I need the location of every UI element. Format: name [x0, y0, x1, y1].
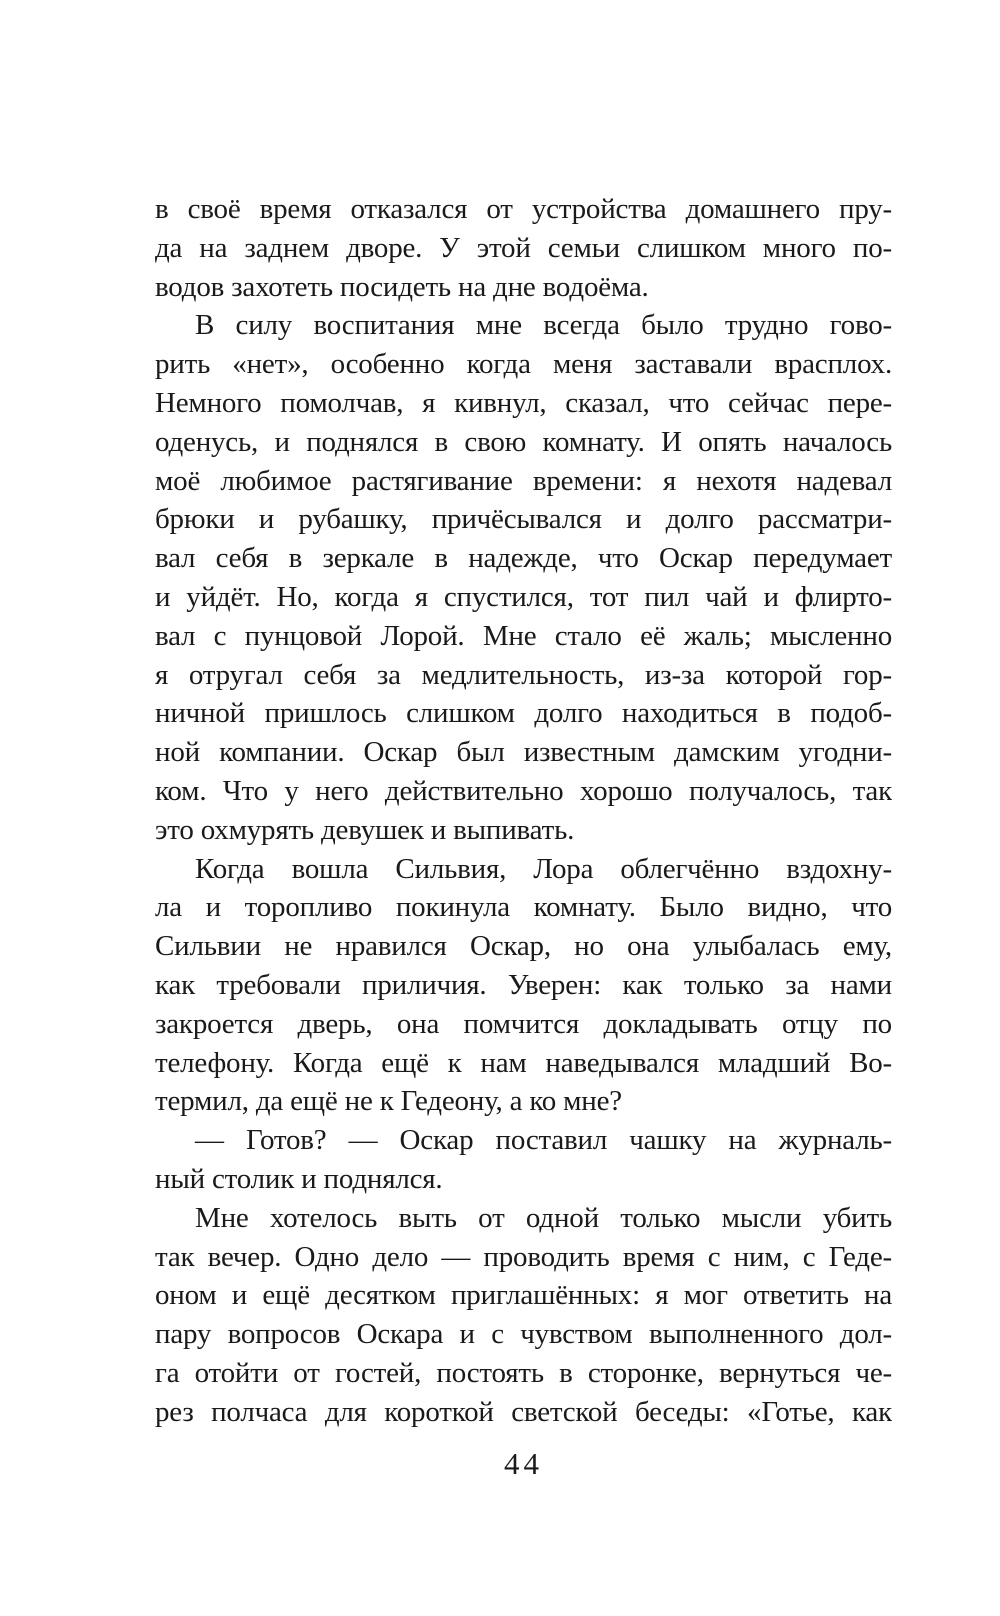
text-line: ком. Что у него действительно хорошо получалось, так	[155, 774, 892, 807]
page-text	[155, 190, 892, 1432]
text-line: В силу воспитания мне всегда было трудно гово-	[195, 309, 892, 342]
text-line: водов захотеть посидеть на дне водоёма.	[155, 270, 649, 303]
text-line: телефону. Когда ещё к нам наведывался младший Во-	[155, 1046, 892, 1079]
text-line: Сильвии не нравился Оскар, но она улыбалась ему,	[155, 930, 892, 963]
text-line: я отругал себя за медлительность, из-за которой гор-	[155, 658, 892, 691]
text-line: ничной пришлось слишком долго находиться в подоб-	[155, 697, 892, 730]
text-line: — Готов? — Оскар поставил чашку на журналь-	[195, 1124, 892, 1157]
text-line: да на заднем дворе. У этой семьи слишком много по-	[155, 231, 892, 264]
text-line: ный столик и поднялся.	[155, 1162, 443, 1195]
text-line: рить «нет», особенно когда меня заставали врасплох.	[155, 348, 892, 381]
text-line: ной компании. Оскар был известным дамским угодни-	[155, 736, 892, 769]
text-line: термил, да ещё не к Гедеону, а ко мне?	[155, 1085, 622, 1118]
text-line: закроется дверь, она помчится докладывать отцу по	[155, 1007, 892, 1040]
text-line: вал себя в зеркале в надежде, что Оскар передумает	[155, 542, 892, 575]
text-line: Немного помолчав, я кивнул, сказал, что сейчас пере-	[155, 386, 892, 419]
text-line: га отойти от гостей, постоять в сторонке, вернуться че-	[155, 1356, 892, 1389]
text-line: пару вопросов Оскара и с чувством выполненного дол-	[155, 1318, 892, 1351]
text-line: в своё время отказался от устройства домашнего пру-	[155, 193, 892, 225]
text-line: оном и ещё десятком приглашённых: я мог ответить на	[155, 1279, 892, 1312]
text-line: моё любимое растягивание времени: я нехотя надевал	[155, 464, 892, 497]
text-line: оденусь, и поднялся в свою комнату. И опять началось	[155, 425, 892, 458]
text-line: Когда вошла Сильвия, Лора облегчённо вздохну-	[195, 852, 892, 885]
text-line: как требовали приличия. Уверен: как только за нами	[155, 968, 892, 1001]
text-line: это охмурять девушек и выпивать.	[155, 813, 575, 846]
text-line: брюки и рубашку, причёсывался и долго рассматри-	[155, 503, 892, 536]
text-line: ла и торопливо покинула комнату. Было видно, что	[155, 891, 892, 924]
text-line: рез полчаса для короткой светской беседы: «Готье, как	[155, 1395, 892, 1428]
text-line: Мне хотелось выть от одной только мысли убить	[195, 1201, 892, 1234]
text-line: так вечер. Одно дело — проводить время с ним, с Геде-	[155, 1240, 892, 1273]
page-number: 44	[504, 1446, 543, 1481]
text-line: и уйдёт. Но, когда я спустился, тот пил чай и флирто-	[155, 580, 892, 613]
text-line: вал с пунцовой Лорой. Мне стало её жаль; мысленно	[155, 619, 892, 652]
